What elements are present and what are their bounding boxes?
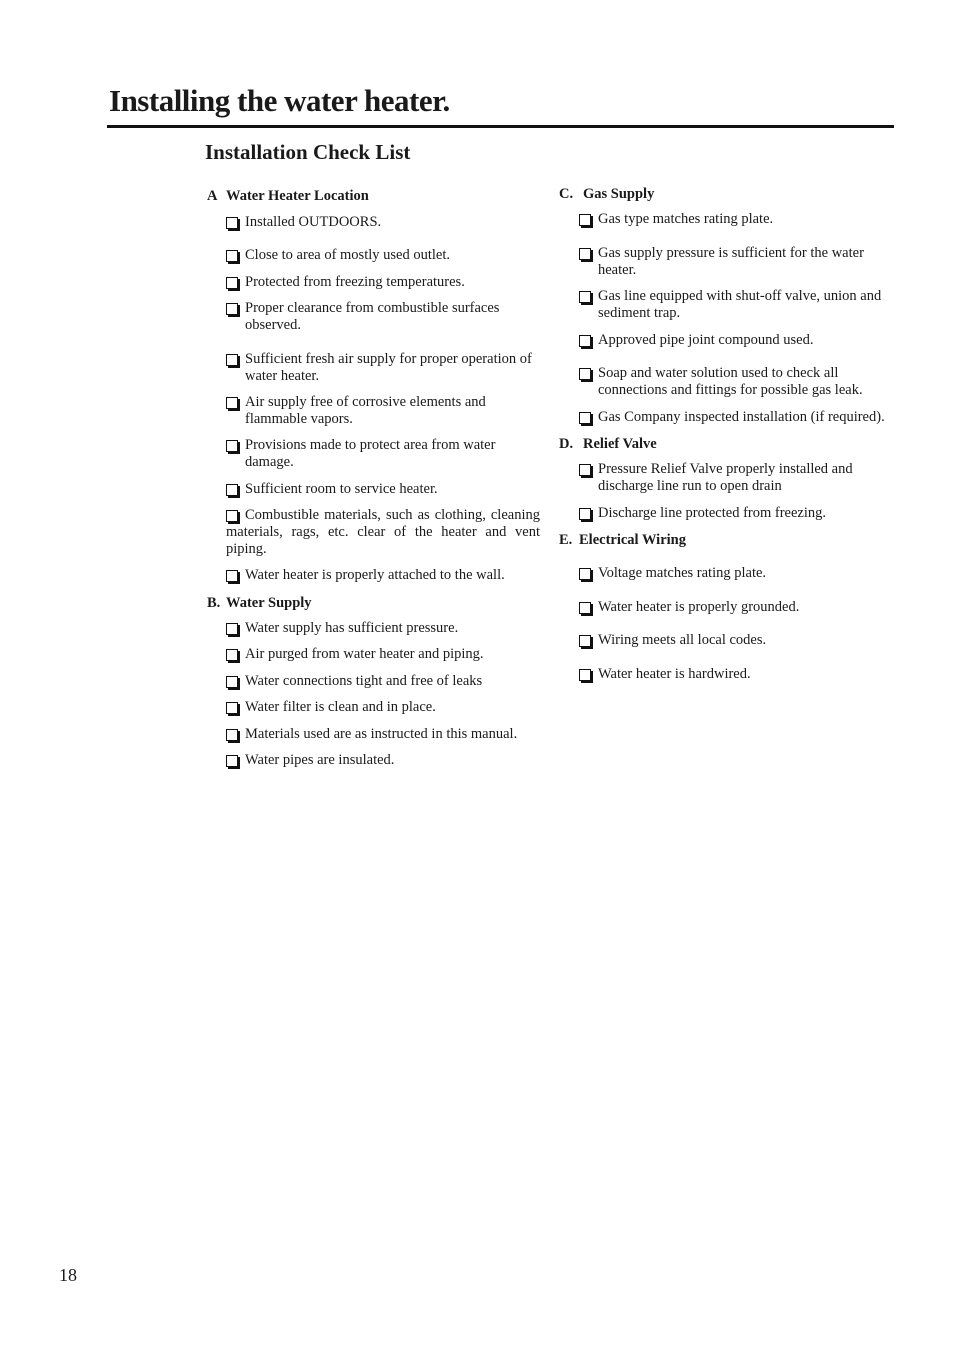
checklist-item-label: Wiring meets all local codes. [598, 632, 767, 648]
checkbox-icon[interactable] [579, 412, 591, 424]
checkbox-icon[interactable] [226, 570, 238, 582]
checklist-item-label: Water heater is hardwired. [598, 666, 751, 682]
checklist-item-label: Water connections tight and free of leaks [245, 673, 483, 689]
section-letter: C. [559, 186, 574, 202]
checklist-item-label: Water heater is properly grounded. [598, 599, 800, 615]
checklist-item[interactable] [226, 214, 526, 231]
section-letter: A [207, 188, 218, 204]
section-title: Electrical Wiring [579, 532, 686, 548]
section-b-heading [207, 594, 312, 612]
checkbox-icon[interactable] [226, 397, 238, 409]
checkbox-icon[interactable] [579, 464, 591, 476]
checkbox-icon[interactable] [226, 440, 238, 452]
checkbox-icon[interactable] [579, 602, 591, 614]
checkbox-icon[interactable] [579, 248, 591, 260]
checklist-item[interactable] [579, 666, 889, 683]
checklist-item-label: Proper clearance from combustible surfaces observed. [245, 300, 500, 333]
section-c-heading [559, 185, 654, 203]
checklist-item-label: Gas type matches rating plate. [598, 211, 774, 227]
checkbox-icon[interactable] [579, 214, 591, 226]
checklist-item[interactable] [579, 288, 891, 322]
checklist-item-label: Provisions made to protect area from water damage. [245, 437, 496, 470]
checklist-item[interactable] [226, 699, 536, 716]
checklist-item-label: Protected from freezing temperatures. [245, 274, 465, 290]
checklist-item[interactable] [226, 646, 536, 663]
checklist-item[interactable] [226, 394, 506, 428]
checkbox-icon[interactable] [579, 291, 591, 303]
checklist-item[interactable] [579, 461, 869, 495]
checklist-item[interactable] [226, 620, 536, 637]
checklist-item[interactable] [226, 274, 526, 291]
checklist-item[interactable] [579, 365, 879, 399]
checkbox-icon[interactable] [579, 568, 591, 580]
checkbox-icon[interactable] [579, 635, 591, 647]
checklist-item-label: Water pipes are insulated. [245, 752, 395, 768]
checklist-item-label: Water heater is properly attached to the wall. [245, 567, 505, 583]
section-title: Relief Valve [583, 436, 657, 452]
checkbox-icon[interactable] [226, 729, 238, 741]
section-a-heading [207, 187, 369, 205]
checklist-item-label: Close to area of mostly used outlet. [245, 247, 450, 263]
section-title: Water Supply [226, 595, 312, 611]
checklist-item[interactable] [579, 505, 889, 522]
checkbox-icon[interactable] [226, 755, 238, 767]
checklist-item[interactable] [226, 481, 526, 498]
checklist-item-label: Voltage matches rating plate. [598, 565, 767, 581]
checklist-item-label: Installed OUTDOORS. [245, 214, 382, 230]
section-d-heading [559, 435, 657, 453]
checklist-item[interactable] [579, 409, 897, 426]
checklist-item[interactable] [226, 247, 526, 264]
checklist-item[interactable] [579, 565, 889, 582]
checklist-item-label: Sufficient fresh air supply for proper operation of water heater. [245, 351, 532, 384]
checklist-item-label: Pressure Relief Valve properly installed and discharge line run to open drain [598, 461, 853, 494]
checkbox-icon[interactable] [226, 217, 238, 229]
section-letter: B. [207, 595, 221, 611]
checkbox-icon[interactable] [579, 368, 591, 380]
checkbox-icon[interactable] [226, 649, 238, 661]
checklist-item-label: Discharge line protected from freezing. [598, 505, 827, 521]
checkbox-icon[interactable] [226, 277, 238, 289]
page-number: 18 [59, 1265, 77, 1285]
checkbox-icon[interactable] [226, 510, 238, 522]
section-letter: D. [559, 436, 574, 452]
checklist-item-label: Air purged from water heater and piping. [245, 646, 484, 662]
checklist-item[interactable] [226, 351, 540, 385]
checkbox-icon[interactable] [579, 335, 591, 347]
checkbox-icon[interactable] [226, 623, 238, 635]
checkbox-icon[interactable] [579, 508, 591, 520]
checklist-item[interactable] [579, 599, 889, 616]
title-rule [107, 125, 894, 128]
checklist-item-label: Combustible materials, such as clothing, cleaning materials, rags, etc. clear of the heater and vent piping. [226, 507, 540, 557]
section-letter: E. [559, 532, 573, 548]
checkbox-icon[interactable] [579, 669, 591, 681]
section-title: Water Heater Location [226, 188, 369, 204]
checklist-item-label: Materials used are as instructed in this manual. [245, 726, 518, 742]
checklist-item[interactable] [226, 752, 536, 769]
checkbox-icon[interactable] [226, 484, 238, 496]
checklist-item[interactable] [579, 211, 889, 228]
checklist-item[interactable] [226, 507, 540, 558]
section-e-heading [559, 531, 686, 549]
checklist-item-label: Sufficient room to service heater. [245, 481, 438, 497]
checklist-item[interactable] [579, 632, 889, 649]
page-title: Installing the water heater. [109, 83, 450, 118]
checklist-item-label: Water filter is clean and in place. [245, 699, 436, 715]
checklist-item[interactable] [579, 245, 879, 279]
checklist-item-label: Air supply free of corrosive elements and flammable vapors. [245, 394, 486, 427]
checklist-item-label: Gas Company inspected installation (if required). [598, 409, 885, 425]
checkbox-icon[interactable] [226, 702, 238, 714]
checklist-item-label: Gas supply pressure is sufficient for the water heater. [598, 245, 864, 278]
checklist-item-label: Gas line equipped with shut-off valve, union and sediment trap. [598, 288, 882, 321]
checklist-item[interactable] [226, 673, 536, 690]
section-title: Gas Supply [583, 186, 655, 202]
checklist-item-label: Approved pipe joint compound used. [598, 332, 814, 348]
checklist-item[interactable] [226, 726, 540, 743]
checkbox-icon[interactable] [226, 250, 238, 262]
checkbox-icon[interactable] [226, 676, 238, 688]
checklist-item[interactable] [579, 332, 889, 349]
checklist-item-label: Water supply has sufficient pressure. [245, 620, 459, 636]
checkbox-icon[interactable] [226, 354, 238, 366]
checkbox-icon[interactable] [226, 303, 238, 315]
checklist-item[interactable] [226, 437, 516, 471]
checklist-item-label: Soap and water solution used to check all connections and fittings for possible gas leak. [598, 365, 863, 398]
checklist-item[interactable] [226, 567, 536, 584]
checklist-item[interactable] [226, 300, 516, 334]
page-subtitle: Installation Check List [205, 140, 411, 164]
